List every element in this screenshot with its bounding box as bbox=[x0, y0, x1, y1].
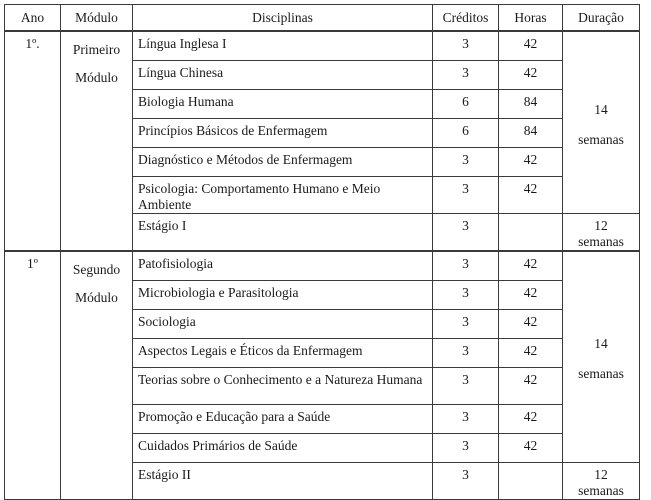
header-creditos: Créditos bbox=[433, 5, 499, 32]
disciplina-cell: Diagnóstico e Métodos de Enfermagem bbox=[133, 148, 433, 177]
horas-cell: 42 bbox=[499, 310, 563, 339]
horas-cell: 42 bbox=[499, 434, 563, 463]
horas-cell: 42 bbox=[499, 177, 563, 214]
creditos-cell: 3 bbox=[433, 61, 499, 90]
creditos-cell: 3 bbox=[433, 405, 499, 434]
creditos-cell: 3 bbox=[433, 148, 499, 177]
modulo-line1: Primeiro bbox=[72, 42, 121, 57]
modulo-line1: Segundo bbox=[72, 262, 121, 277]
header-disciplinas: Disciplinas bbox=[133, 5, 433, 32]
ano-cell: 1º bbox=[5, 251, 61, 500]
creditos-cell: 3 bbox=[433, 463, 499, 500]
duracao-line1: 12 bbox=[594, 467, 608, 482]
duracao-cell bbox=[563, 251, 640, 463]
modulo-cell bbox=[61, 251, 133, 500]
disciplina-cell: Sociologia bbox=[133, 310, 433, 339]
header-modulo: Módulo bbox=[61, 5, 133, 32]
disciplina-cell: Cuidados Primários de Saúde bbox=[133, 434, 433, 463]
horas-cell: 42 bbox=[499, 148, 563, 177]
duracao-line1: 14 bbox=[594, 336, 608, 351]
duracao-line2: semanas bbox=[578, 483, 624, 498]
creditos-cell: 6 bbox=[433, 90, 499, 119]
duracao-line2: semanas bbox=[578, 366, 624, 381]
ano-cell: 1º. bbox=[5, 31, 61, 251]
duracao-line1: 12 bbox=[594, 218, 608, 233]
disciplina-cell: Biologia Humana bbox=[133, 90, 433, 119]
creditos-cell: 3 bbox=[433, 434, 499, 463]
horas-cell: 42 bbox=[499, 405, 563, 434]
horas-cell: 42 bbox=[499, 31, 563, 61]
header-horas: Horas bbox=[499, 5, 563, 32]
duracao-cell bbox=[563, 31, 640, 214]
header-row bbox=[5, 5, 640, 32]
duracao-cell bbox=[563, 214, 640, 252]
horas-cell bbox=[499, 463, 563, 500]
disciplina-cell: Língua Inglesa I bbox=[133, 31, 433, 61]
table-row bbox=[5, 251, 640, 281]
disciplina-cell: Estágio I bbox=[133, 214, 433, 252]
horas-cell: 84 bbox=[499, 90, 563, 119]
disciplina-cell: Psicologia: Comportamento Humano e Meio Ambiente bbox=[133, 177, 433, 214]
horas-cell: 84 bbox=[499, 119, 563, 148]
horas-cell: 42 bbox=[499, 281, 563, 310]
horas-cell: 42 bbox=[499, 368, 563, 405]
disciplina-cell: Princípios Básicos de Enfermagem bbox=[133, 119, 433, 148]
horas-cell: 42 bbox=[499, 61, 563, 90]
duracao-cell bbox=[563, 463, 640, 500]
horas-cell bbox=[499, 214, 563, 252]
duracao-line2: semanas bbox=[578, 234, 624, 249]
duracao-line1: 14 bbox=[594, 101, 608, 117]
horas-cell: 42 bbox=[499, 251, 563, 281]
creditos-cell: 3 bbox=[433, 214, 499, 252]
disciplina-cell: Promoção e Educação para a Saúde bbox=[133, 405, 433, 434]
modulo-line2: Módulo bbox=[75, 290, 118, 305]
creditos-cell: 3 bbox=[433, 177, 499, 214]
disciplina-cell: Estágio II bbox=[133, 463, 433, 500]
creditos-cell: 3 bbox=[433, 310, 499, 339]
disciplina-cell: Teorias sobre o Conhecimento e a Natureza Humana bbox=[133, 368, 433, 405]
creditos-cell: 3 bbox=[433, 251, 499, 281]
disciplina-cell: Microbiologia e Parasitologia bbox=[133, 281, 433, 310]
duracao-line2: semanas bbox=[578, 131, 624, 147]
header-duracao: Duração bbox=[563, 5, 640, 32]
creditos-cell: 3 bbox=[433, 368, 499, 405]
creditos-cell: 3 bbox=[433, 31, 499, 61]
modulo-cell bbox=[61, 31, 133, 251]
curriculum-table bbox=[4, 4, 640, 500]
header-ano: Ano bbox=[5, 5, 61, 32]
horas-cell: 42 bbox=[499, 339, 563, 368]
disciplina-cell: Língua Chinesa bbox=[133, 61, 433, 90]
disciplina-cell: Patofisiologia bbox=[133, 251, 433, 281]
table-row bbox=[5, 31, 640, 61]
creditos-cell: 3 bbox=[433, 339, 499, 368]
disciplina-cell: Aspectos Legais e Éticos da Enfermagem bbox=[133, 339, 433, 368]
creditos-cell: 3 bbox=[433, 281, 499, 310]
creditos-cell: 6 bbox=[433, 119, 499, 148]
modulo-line2: Módulo bbox=[75, 70, 118, 85]
